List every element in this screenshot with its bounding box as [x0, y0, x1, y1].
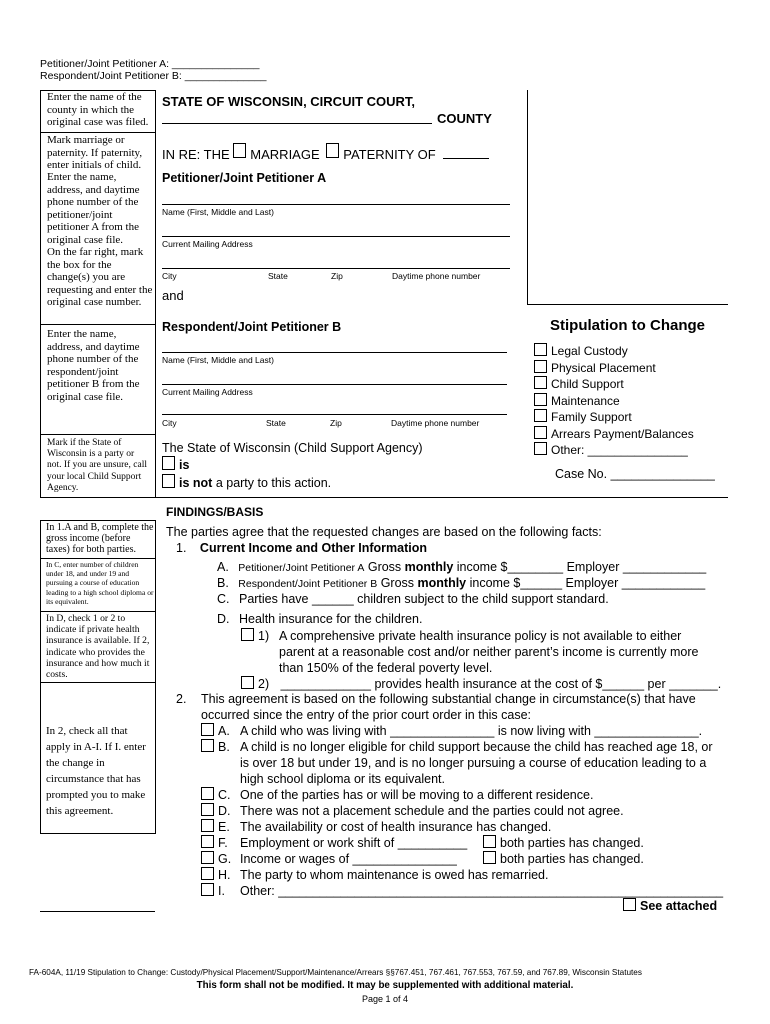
state-is-not-checkbox[interactable] [162, 474, 175, 488]
finding-a [217, 560, 706, 574]
arrears-checkbox[interactable] [534, 426, 547, 439]
paternity-initials-blank[interactable] [443, 158, 489, 159]
page-number: Page 1 of 4 [361, 994, 409, 1004]
d2-number: 2) [258, 677, 270, 691]
d1-number: 1) [258, 629, 270, 643]
health-insurance-text: Health insurance for the children. [238, 612, 423, 626]
see-attached-checkbox[interactable] [623, 898, 636, 911]
circumstance-text: Other: ________________________________________________________________ [240, 884, 724, 898]
sidebar-note-county: Enter the name of the county in which the original case was filed. [47, 91, 149, 129]
letter: F. [218, 836, 228, 850]
respondent-zip-label: Zip [330, 418, 342, 428]
petitioner-header-label: Petitioner/Joint Petitioner A: _______________ [40, 58, 260, 70]
sidebar-note-circumstance: In 2, check all that apply in A-I. If I. enter the change in circumstance that has prompted you to make this agreement. [46, 725, 146, 817]
child-support-checkbox[interactable] [534, 376, 547, 389]
marriage-checkbox[interactable] [233, 143, 246, 158]
text: income $______ Employer ____________ [466, 576, 706, 590]
text: income $________ Employer ____________ [453, 560, 707, 574]
letter: D. [218, 804, 231, 818]
sidebar-note-income: In 1.A and B, complete the gross income (before taxes) for both parties. [46, 522, 154, 556]
letter: C. [218, 788, 231, 802]
party-suffix: a party to this action. [212, 476, 332, 490]
circumstance-f [201, 835, 721, 851]
respondent-phone-label: Daytime phone number [391, 418, 480, 428]
option-arrears[interactable] [534, 426, 694, 443]
county-label: COUNTY [437, 111, 492, 126]
paternity-label: PATERNITY OF [343, 147, 436, 162]
letter: A. [217, 560, 229, 574]
circumstance-text: There was not a placement schedule and the parties could not agree. [240, 804, 624, 818]
text: Gross [364, 560, 405, 574]
option-label: Maintenance [551, 393, 620, 408]
finding-c [217, 592, 609, 606]
other-checkbox[interactable] [534, 442, 547, 455]
petitioner-name-field[interactable] [162, 204, 510, 205]
in-re-label: IN RE: THE [162, 147, 230, 162]
circumstance-h [201, 867, 721, 883]
children-count-text: Parties have ______ children subject to the child support standard. [238, 592, 609, 606]
item2-text: This agreement is based on the following substantial change in circumstance(s) that have occurred since the entry of the prior court order in this case: [201, 692, 696, 722]
option-label: Family Support [551, 410, 632, 424]
letter: G. [218, 852, 232, 866]
circumstance-f-checkbox[interactable] [201, 835, 214, 848]
findings-heading: FINDINGS/BASIS [166, 505, 264, 519]
circumstance-f-both-checkbox[interactable] [483, 835, 496, 848]
sidebar-note-case-number: On the far right, mark the box for the change(s) you are requesting and enter the original case number. [47, 246, 153, 309]
option-family-support[interactable] [534, 409, 694, 426]
option-maintenance[interactable] [534, 393, 694, 410]
petitioner-income-label: Petitioner/Joint Petitioner A [238, 562, 365, 574]
respondent-name-field[interactable] [162, 352, 507, 353]
paternity-checkbox[interactable] [326, 143, 339, 158]
form-footer-line: FA-604A, 11/19 Stipulation to Change: Custody/Physical Placement/Support/Maintenance/Arrears §§767.451, 767.461, 767.553, 767.59, and 767.89, Wisconsin Statutes [29, 968, 642, 977]
petitioner-address-label: Current Mailing Address [162, 239, 253, 249]
text: Gross [377, 576, 418, 590]
stipulation-title: Stipulation to Change [550, 317, 705, 334]
sidebar-note-children: In C, enter number of children under 18, and under 19 and pursuing a course of education leading to a high school diploma or its equivalent. [46, 560, 154, 606]
petitioner-address-field[interactable] [162, 236, 510, 237]
circumstance-i-checkbox[interactable] [201, 883, 214, 896]
circumstance-text: The party to whom maintenance is owed has remarried. [240, 868, 549, 882]
petitioner-zip-label: Zip [331, 271, 343, 281]
circumstance-text: A child is no longer eligible for child support because the child has reached age 18, or is over 18 but under 19, and is no longer pursuing a course of education leading to a high school diploma or its equivalent. [240, 740, 713, 786]
maintenance-checkbox[interactable] [534, 393, 547, 406]
letter: C. [217, 592, 230, 606]
physical-placement-checkbox[interactable] [534, 360, 547, 373]
state-is-row [162, 456, 189, 472]
circumstance-e [201, 819, 721, 835]
item1-heading [176, 541, 427, 555]
petitioner-state-label: State [268, 271, 288, 281]
respondent-city-label: City [162, 418, 177, 428]
state-is-label: is [179, 458, 190, 472]
state-is-checkbox[interactable] [162, 456, 175, 470]
and-label: and [162, 288, 184, 303]
circumstance-text: Income or wages of _______________ [240, 852, 457, 866]
circumstance-g-both-checkbox[interactable] [483, 851, 496, 864]
circumstance-a [201, 723, 721, 739]
letter: I. [218, 884, 225, 898]
petitioner-city-field[interactable] [162, 268, 510, 269]
d2-text: _____________ provides health insurance at the cost of $______ per _______. [280, 677, 722, 691]
marriage-label: MARRIAGE [250, 147, 320, 162]
respondent-city-field[interactable] [162, 414, 507, 415]
finding-b [217, 576, 705, 590]
respondent-address-label: Current Mailing Address [162, 387, 253, 397]
d2-checkbox[interactable] [241, 676, 254, 689]
state-is-not-row [162, 474, 331, 490]
letter: B. [218, 740, 230, 754]
respondent-name-label: Name (First, Middle and Last) [162, 355, 274, 365]
circumstance-text: One of the parties has or will be moving to a different residence. [240, 788, 594, 802]
form-warning: This form shall not be modified. It may be supplemented with additional material. [196, 980, 574, 991]
see-attached-row [623, 898, 717, 913]
circumstance-e-checkbox[interactable] [201, 819, 214, 832]
circumstance-c [201, 787, 721, 803]
sidebar-note-respondent: Enter the name, address, and daytime phone number of the respondent/joint petitioner B from the original case file. [47, 328, 140, 403]
d1-text: A comprehensive private health insurance policy is not available to either parent at a reasonable cost and/or neither parent’s income is currently more than 150% of the federal poverty level. [279, 629, 699, 675]
item1-title: Current Income and Other Information [199, 541, 428, 555]
both-parties-label: both parties has changed. [500, 836, 644, 850]
circumstance-c-checkbox[interactable] [201, 787, 214, 800]
sidebar-note-marriage: Mark marriage or paternity. If paternity, enter initials of child. [47, 134, 143, 172]
monthly: monthly [404, 560, 454, 574]
circumstance-d-checkbox[interactable] [201, 803, 214, 816]
circumstance-h-checkbox[interactable] [201, 867, 214, 880]
option-label: Legal Custody [551, 344, 628, 358]
both-parties-label: both parties has changed. [500, 852, 644, 866]
petitioner-city-label: City [162, 271, 177, 281]
circumstance-a-checkbox[interactable] [201, 723, 214, 736]
family-support-checkbox[interactable] [534, 409, 547, 422]
item2-number: 2. [176, 692, 187, 706]
circumstance-text: The availability or cost of health insurance has changed. [240, 820, 552, 834]
circumstance-b-checkbox[interactable] [201, 739, 214, 752]
county-blank[interactable] [162, 110, 432, 124]
letter: B. [217, 576, 229, 590]
circumstance-g-checkbox[interactable] [201, 851, 214, 864]
circumstance-i [201, 883, 724, 899]
petitioner-phone-label: Daytime phone number [392, 271, 481, 281]
option-label: Physical Placement [551, 360, 656, 375]
respondent-address-field[interactable] [162, 384, 507, 385]
monthly: monthly [417, 576, 467, 590]
petitioner-name-label: Name (First, Middle and Last) [162, 207, 274, 217]
respondent-state-label: State [266, 418, 286, 428]
findings-intro: The parties agree that the requested changes are based on the following facts: [166, 525, 602, 539]
case-number-label: Case No. _______________ [555, 467, 715, 481]
circumstance-text: Employment or work shift of __________ [240, 836, 468, 850]
respondent-header-label: Respondent/Joint Petitioner B: ______________ [40, 70, 267, 82]
option-label: Arrears Payment/Balances [551, 426, 694, 441]
finding-d [217, 612, 422, 626]
respondent-income-label: Respondent/Joint Petitioner B [238, 578, 378, 590]
sidebar-note-state: Mark if the State of Wisconsin is a party or not. If you are unsure, call your local Child Support Agency. [47, 438, 147, 493]
letter: A. [218, 724, 230, 738]
option-other[interactable] [534, 442, 694, 459]
circumstance-d [201, 803, 721, 819]
sidebar-note-insurance: In D, check 1 or 2 to indicate if private health insurance is available. If 2, indicate who provides the insurance and how much it costs. [46, 613, 150, 681]
option-child-support[interactable] [534, 376, 694, 393]
court-title: STATE OF WISCONSIN, CIRCUIT COURT, [162, 94, 416, 109]
option-label: Other: _______________ [551, 443, 688, 457]
option-physical-placement[interactable] [534, 360, 694, 377]
option-legal-custody[interactable] [534, 343, 694, 360]
state-party-label: The State of Wisconsin (Child Support Agency) [162, 441, 423, 455]
in-re-line [162, 143, 489, 162]
state-is-not-label: is not [179, 476, 213, 490]
d1-checkbox[interactable] [241, 628, 254, 641]
change-options-list [534, 343, 694, 459]
option-label: Child Support [551, 377, 624, 391]
respondent-heading: Respondent/Joint Petitioner B [162, 320, 342, 334]
letter: D. [217, 612, 230, 626]
finding-d2 [241, 676, 721, 691]
letter: H. [218, 868, 231, 882]
letter: E. [218, 820, 230, 834]
circumstance-list [201, 723, 724, 899]
petitioner-heading: Petitioner/Joint Petitioner A [162, 171, 327, 185]
item1-number: 1. [176, 541, 187, 555]
see-attached-label: See attached [640, 899, 718, 913]
circumstance-text: A child who was living with _______________ is now living with _______________. [240, 724, 703, 738]
legal-custody-checkbox[interactable] [534, 343, 547, 356]
sidebar-note-petitioner: Enter the name, address, and daytime phone number of the petitioner/joint petitioner A from the original case file. [47, 171, 140, 246]
circumstance-g [201, 851, 721, 867]
circumstance-b [201, 739, 721, 787]
